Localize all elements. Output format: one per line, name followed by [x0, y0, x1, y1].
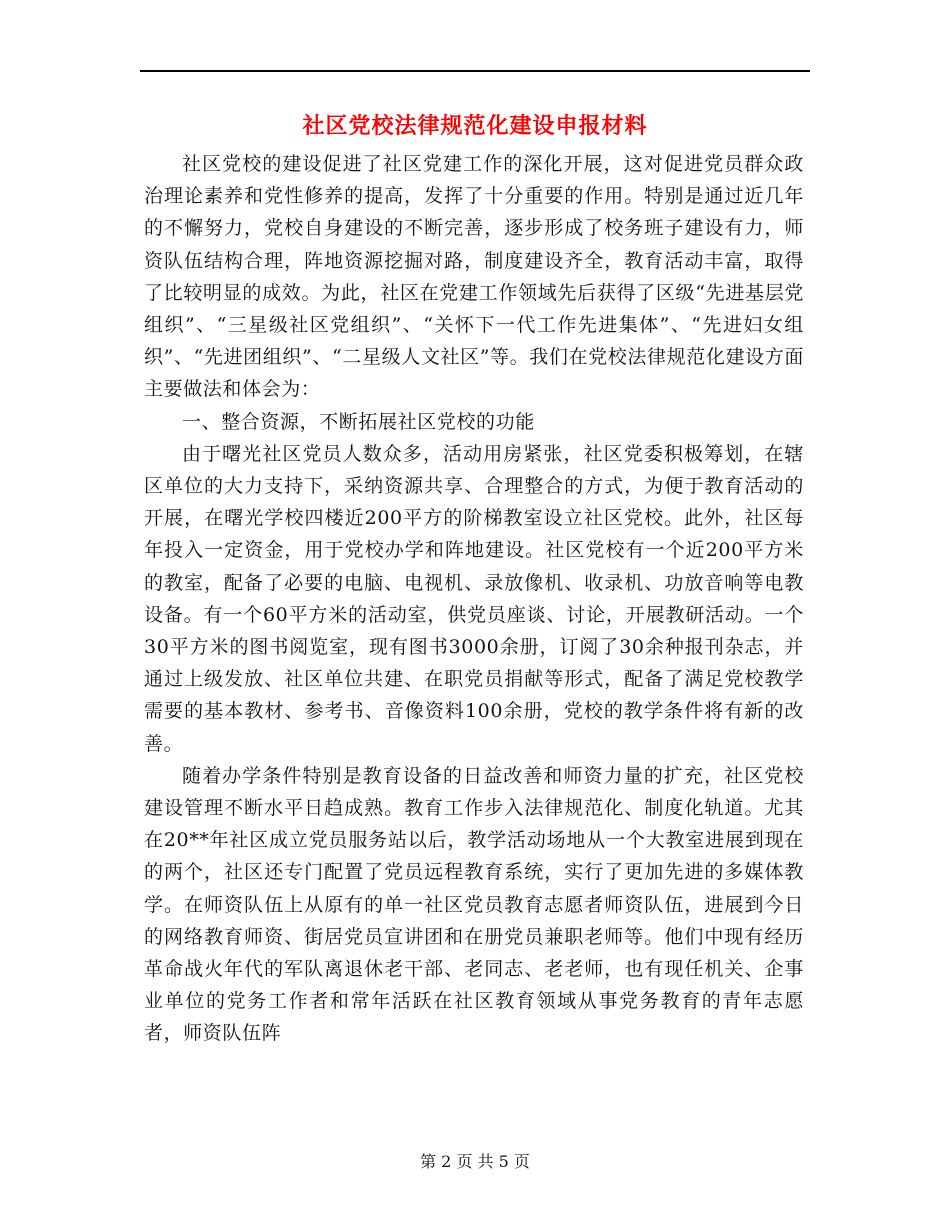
- section-heading-1: 一、整合资源，不断拓展社区党校的功能: [182, 410, 535, 433]
- header-rule: [140, 70, 810, 72]
- paragraph-management: 随着办学条件特别是教育设备的日益改善和师资力量的扩充，社区党校建设管理不断水平日趋成熟。教育工作步入法律规范化、制度化轨道。尤其在20**年社区成立党员服务站以后，教学活动场地从一个大教室进展到现在的两个，社区还专门配置了党员远程教育系统，实行了更加先进的多媒体教学。在师资队伍上从原有的单一社区党员教育志愿者师资队伍，进展到今日的网络教育师资、街居党员宣讲团和在册党员兼职老师等。他们中现有经历革命战火年代的军队离退休老干部、老同志、老老师，也有现任机关、企事业单位的党务工作者和常年活跃在社区教育领域从事党务教育的青年志愿者，师资队伍阵: [144, 764, 804, 1045]
- document-title: 社区党校法律规范化建设申报材料: [302, 113, 648, 139]
- paragraph-resources: 由于曙光社区党员人数众多，活动用房紧张，社区党委积极筹划，在辖区单位的大力支持下，采纳资源共享、合理整合的方式，为便于教育活动的开展，在曙光学校四楼近200平方的阶梯教室设立社区党校。此外，社区每年投入一定资金，用于党校办学和阵地建设。社区党校有一个近200平方米的教室，配备了必要的电脑、电视机、录放像机、收录机、功放音响等电教设备。有一个60平方米的活动室，供党员座谈、讨论，开展教研活动。一个30平方米的图书阅览室，现有图书3000余册，订阅了30余种报刊杂志，并通过上级发放、社区单位共建、在职党员捐献等形式，配备了满足党校教学需要的基本教材、参考书、音像资料100余册，党校的教学条件将有新的改善。: [144, 442, 804, 755]
- page-footer: 第 2 页 共 5 页: [420, 1152, 530, 1171]
- document-body: [144, 148, 804, 1050]
- paragraph-intro: 社区党校的建设促进了社区党建工作的深化开展，这对促进党员群众政治理论素养和党性修养的提高，发挥了十分重要的作用。特别是通过近几年的不懈努力，党校自身建设的不断完善，逐步形成了校务班子建设有力，师资队伍结构合理，阵地资源挖掘对路，制度建设齐全，教育活动丰富，取得了比较明显的成效。为此，社区在党建工作领域先后获得了区级“先进基层党组织”、“三星级社区党组织”、“关怀下一代工作先进集体”、“先进妇女组织”、“先进团组织”、“二星级人文社区”等。我们在党校法律规范化建设方面主要做法和体会为：: [144, 153, 804, 401]
